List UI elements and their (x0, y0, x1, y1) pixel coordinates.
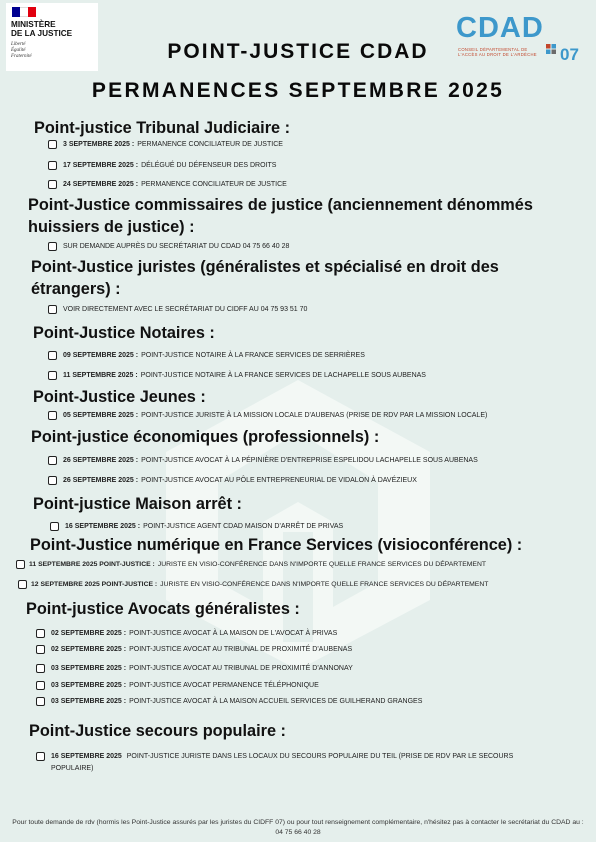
list-item: 12 SEPTEMBRE 2025 POINT-JUSTICE : JURISTE EN VISIO-CONFÉRENCE DANS N'IMPORTE QUELLE FRANCE SERVICES DU DÉPARTEMENT (18, 577, 488, 591)
checkbox[interactable] (48, 351, 57, 360)
list-item: 09 SEPTEMBRE 2025 : POINT-JUSTICE NOTAIRE À LA FRANCE SERVICES DE SERRIÈRES (48, 348, 365, 362)
list-item: 26 SEPTEMBRE 2025 : POINT-JUSTICE AVOCAT À LA PÉPINIÈRE D'ENTREPRISE ESPELIDOU LACHAPELLE SOUS AUBENAS (48, 453, 478, 467)
list-item: 11 SEPTEMBRE 2025 POINT-JUSTICE : JURISTE EN VISIO-CONFÉRENCE DANS N'IMPORTE QUELLE FRANCE SERVICES DU DÉPARTEMENT (16, 557, 486, 571)
list-item: 03 SEPTEMBRE 2025 : POINT-JUSTICE AVOCAT À LA MAISON ACCUEIL SERVICES DE GUILHERAND GRANGES (36, 694, 422, 708)
list-item: 3 SEPTEMBRE 2025 : PERMANENCE CONCILIATEUR DE JUSTICE (48, 137, 283, 151)
ministry-motto: Liberté Égalité Fraternité (11, 42, 32, 59)
page-subtitle: PERMANENCES SEPTEMBRE 2025 (91, 79, 505, 102)
checkbox[interactable] (36, 664, 45, 673)
checkbox[interactable] (16, 560, 25, 569)
checkbox[interactable] (36, 752, 45, 761)
list-item: 03 SEPTEMBRE 2025 : POINT-JUSTICE AVOCAT PERMANENCE TÉLÉPHONIQUE (36, 678, 319, 692)
checkbox[interactable] (48, 242, 57, 251)
section-title-avocats: Point-justice Avocats généralistes : (26, 600, 300, 618)
section-title-tribunal: Point-justice Tribunal Judiciaire : (34, 119, 291, 137)
cdad-logo-subtitle: CONSEIL DÉPARTEMENTAL DE L'ACCÈS AU DROIT DE L'ARDÈCHE (458, 47, 537, 57)
checkbox[interactable] (18, 580, 27, 589)
checkbox[interactable] (36, 629, 45, 638)
checkbox[interactable] (36, 697, 45, 706)
checkbox[interactable] (48, 305, 57, 314)
footer-note: Pour toute demande de rdv (hormis les Point-Justice assurés par les juristes du CIDFF 07) ou pour tout renseignement complémentaire, n'hésitez pas à contacter le secrétariat du CDAD au : 04 75 66 40 28 (12, 819, 584, 836)
list-item: VOIR DIRECTEMENT AVEC LE SECRÉTARIAT DU CIDFF AU 04 75 93 51 70 (48, 302, 307, 316)
list-item: 05 SEPTEMBRE 2025 : POINT-JUSTICE JURISTE À LA MISSION LOCALE D'AUBENAS (PRISE DE RDV PAR LA MISSION LOCALE) (48, 408, 487, 422)
cdad-logo-number: 07 (560, 45, 579, 64)
cdad-logo-text: CDAD (456, 12, 544, 44)
section-title-jeunes: Point-Justice Jeunes : (33, 388, 206, 406)
section-title-notaires: Point-Justice Notaires : (33, 324, 215, 342)
list-item: 16 SEPTEMBRE 2025 : POINT-JUSTICE AGENT CDAD MAISON D'ARRÊT DE PRIVAS (50, 519, 343, 533)
checkbox[interactable] (48, 180, 57, 189)
marianne-flag-icon (12, 7, 36, 17)
list-item: SUR DEMANDE AUPRÈS DU SECRÉTARIAT DU CDAD 04 75 66 40 28 (48, 239, 289, 253)
checkbox[interactable] (36, 681, 45, 690)
list-item: 26 SEPTEMBRE 2025 : POINT-JUSTICE AVOCAT AU PÔLE ENTREPRENEURIAL DE VIDALON À DAVÉZIEUX (48, 473, 417, 487)
list-item: 16 SEPTEMBRE 2025 POINT-JUSTICE JURISTE DANS LES LOCAUX DU SECOURS POPULAIRE DU TEIL (PRISE DE RDV PAR LE SECOURS POPULAIRE) (36, 751, 526, 774)
list-item: 03 SEPTEMBRE 2025 : POINT-JUSTICE AVOCAT AU TRIBUNAL DE PROXIMITÉ D'ANNONAY (36, 661, 353, 675)
checkbox[interactable] (48, 140, 57, 149)
section-title-numerique: Point-Justice numérique en France Services (visioconférence) : (30, 536, 523, 554)
checkbox[interactable] (36, 645, 45, 654)
list-item: 11 SEPTEMBRE 2025 : POINT-JUSTICE NOTAIRE À LA FRANCE SERVICES DE LACHAPELLE SOUS AUBENAS (48, 368, 426, 382)
list-item: 02 SEPTEMBRE 2025 : POINT-JUSTICE AVOCAT À LA MAISON DE L'AVOCAT À PRIVAS (36, 626, 337, 640)
checkbox[interactable] (48, 161, 57, 170)
checkbox[interactable] (48, 476, 57, 485)
section-title-commissaires: Point-Justice commissaires de justice (anciennement dénommés huissiers de justice) : (28, 196, 533, 236)
list-item: 17 SEPTEMBRE 2025 : DÉLÉGUÉ DU DÉFENSEUR DES DROITS (48, 158, 276, 172)
ministry-name: MINISTÈRE DE LA JUSTICE (11, 20, 73, 38)
list-item: 02 SEPTEMBRE 2025 : POINT-JUSTICE AVOCAT AU TRIBUNAL DE PROXIMITÉ D'AUBENAS (36, 642, 352, 656)
checkbox[interactable] (48, 371, 57, 380)
list-item: 24 SEPTEMBRE 2025 : PERMANENCE CONCILIATEUR DE JUSTICE (48, 177, 287, 191)
checkbox[interactable] (48, 456, 57, 465)
section-title-juristes: Point-Justice juristes (généralistes et spécialisé en droit des étrangers) : (31, 258, 499, 298)
section-title-secours-populaire: Point-Justice secours populaire : (29, 722, 286, 740)
checkbox[interactable] (50, 522, 59, 531)
section-title-maison-arret: Point-justice Maison arrêt : (33, 495, 242, 513)
page-title: POINT-JUSTICE CDAD (167, 40, 429, 63)
checkbox[interactable] (48, 411, 57, 420)
section-title-economiques: Point-justice économiques (professionnels) : (31, 428, 380, 446)
